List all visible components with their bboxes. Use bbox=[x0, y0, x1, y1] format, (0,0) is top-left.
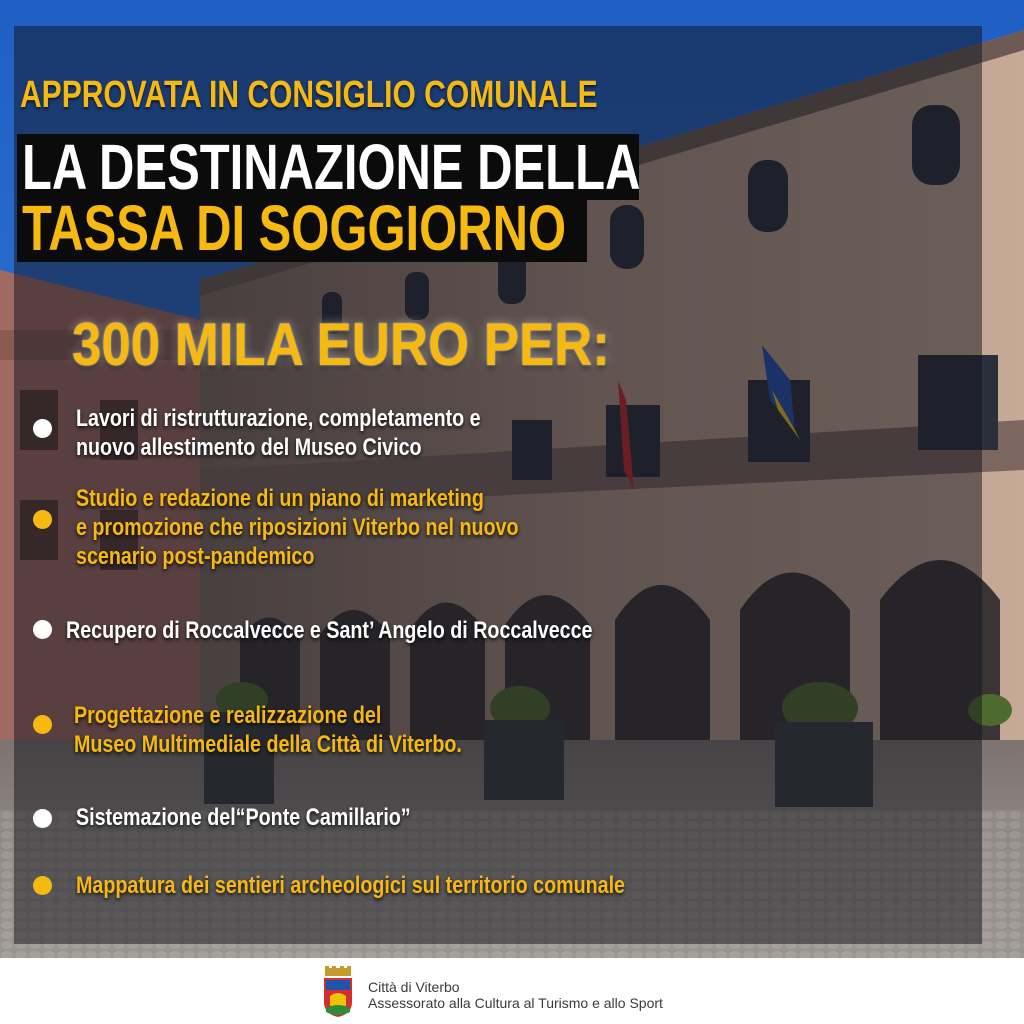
list-item-line: Studio e redazione di un piano di marketing bbox=[76, 485, 484, 512]
bullet-icon bbox=[33, 510, 52, 529]
list-item-line: Progettazione e realizzazione del bbox=[74, 702, 382, 729]
list-item bbox=[76, 871, 625, 900]
list-item bbox=[74, 701, 462, 759]
kicker-text: APPROVATA IN CONSIGLIO COMUNALE bbox=[20, 74, 598, 116]
amount-heading: 300 MILA EURO PER: bbox=[72, 311, 610, 378]
list-item bbox=[76, 404, 481, 462]
list-item-line: Sistemazione del“Ponte Camillario” bbox=[76, 804, 411, 831]
footer-city-name: Città di Viterbo bbox=[368, 979, 460, 995]
bullet-icon bbox=[33, 876, 52, 895]
footer-bar bbox=[0, 958, 1024, 1024]
list-item-line: nuovo allestimento del Museo Civico bbox=[76, 434, 422, 461]
bullet-icon bbox=[33, 809, 52, 828]
list-item-line: Lavori di ristrutturazione, completamento e bbox=[76, 405, 481, 432]
list-item bbox=[66, 616, 592, 645]
viterbo-crest-icon bbox=[322, 966, 354, 1018]
bullet-icon bbox=[33, 715, 52, 734]
bullet-icon bbox=[33, 620, 52, 639]
list-item bbox=[76, 803, 411, 832]
list-item bbox=[76, 484, 518, 571]
page-title-line-1: LA DESTINAZIONE DELLA bbox=[22, 131, 641, 203]
page-title-line-2: TASSA DI SOGGIORNO bbox=[22, 192, 567, 264]
list-item-line: Museo Multimediale della Città di Viterbo. bbox=[74, 731, 462, 758]
list-item-line: Mappatura dei sentieri archeologici sul territorio comunale bbox=[76, 872, 625, 899]
list-item-line: scenario post-pandemico bbox=[76, 543, 315, 570]
list-item-line: Recupero di Roccalvecce e Sant’ Angelo di Roccalvecce bbox=[66, 617, 593, 644]
list-item-line: e promozione che riposizioni Viterbo nel nuovo bbox=[76, 514, 519, 541]
bullet-icon bbox=[33, 419, 52, 438]
footer-department: Assessorato alla Cultura al Turismo e allo Sport bbox=[368, 995, 663, 1011]
